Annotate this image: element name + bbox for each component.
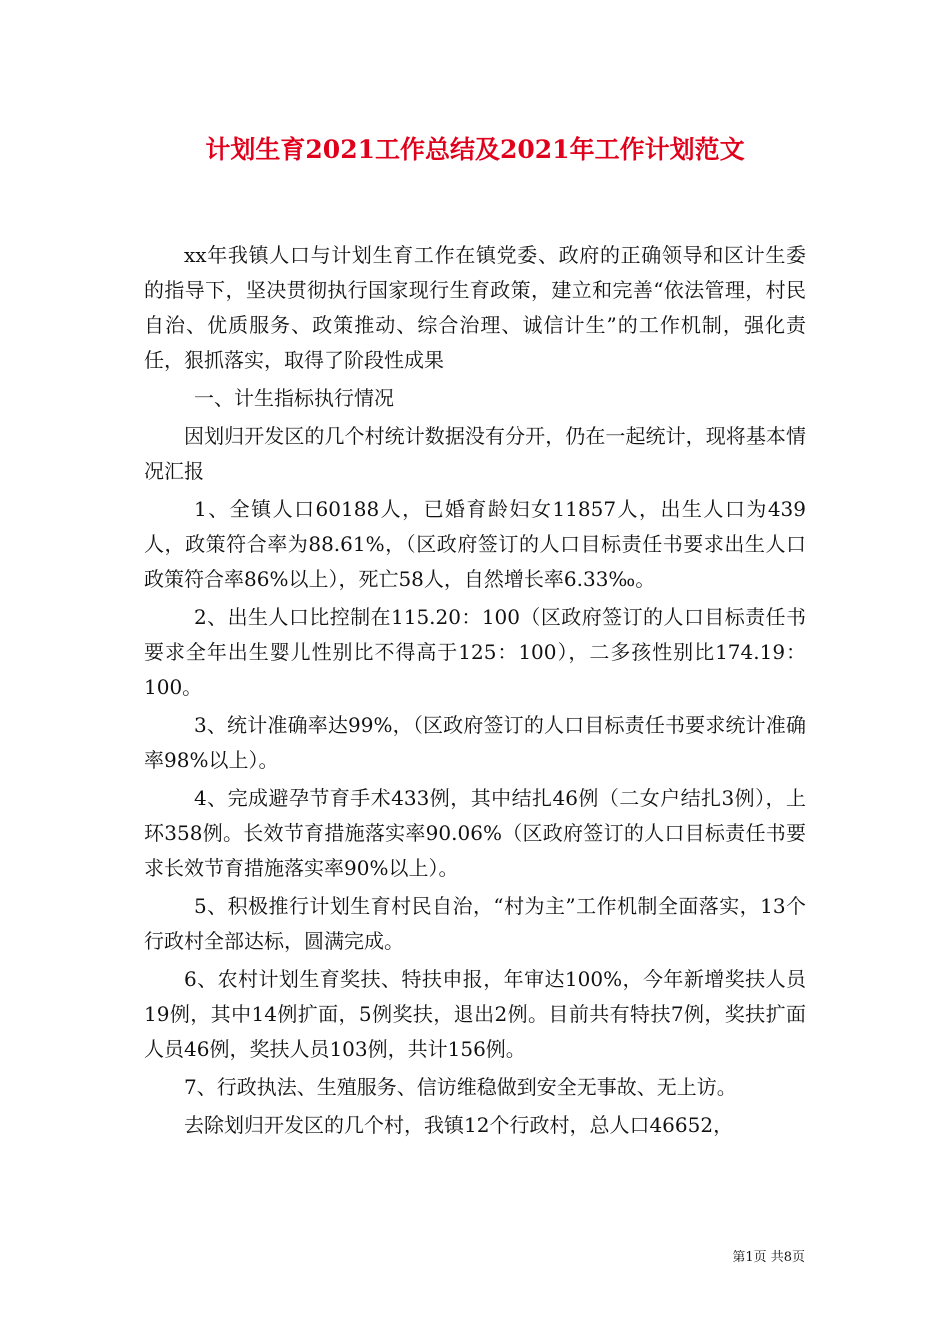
- paragraph-item-7: 7、行政执法、生殖服务、信访维稳做到安全无事故、无上访。: [184, 1075, 737, 1099]
- paragraph-item-4: 4、完成避孕节育手术433例，其中结扎46例（二女户结扎3例），上环358例。长效节育措施落实率90.06%（区政府签订的人口目标责任书要求长效节育措施落实率90%以上）。: [144, 786, 806, 880]
- paragraph-item-6: 6、农村计划生育奖扶、特扶申报，年审达100%，今年新增奖扶人员19例，其中14例扩面，5例奖扶，退出2例。目前共有特扶7例，奖扶扩面人员46例，奖扶人员103例，共计156例。: [144, 967, 806, 1061]
- paragraph-item-5: 5、积极推行计划生育村民自治，“村为主”工作机制全面落实，13个行政村全部达标，圆满完成。: [144, 894, 806, 953]
- page-number: 第1页 共8页: [732, 1250, 805, 1265]
- paragraph-item-1: 1、全镇人口60188人，已婚育龄妇女11857人，出生人口为439人，政策符合率为88.61%，（区政府签订的人口目标责任书要求出生人口政策符合率86%以上），死亡58人，自然增长率6.33‰。: [144, 497, 806, 591]
- paragraph-item-3: 3、统计准确率达99%，（区政府签订的人口目标责任书要求统计准确率98%以上）。: [144, 713, 806, 772]
- section-heading: 一、计生指标执行情况: [194, 386, 394, 410]
- paragraph-overview: 因划归开发区的几个村统计数据没有分开，仍在一起统计，现将基本情况汇报: [144, 424, 806, 483]
- document-title: 计划生育2021工作总结及2021年工作计划范文: [205, 135, 745, 164]
- document-body: [144, 238, 806, 1146]
- paragraph-item-2: 2、出生人口比控制在115.20：100（区政府签订的人口目标责任书要求全年出生婴儿性别比不得高于125：100），二多孩性别比174.19：100。: [144, 605, 806, 699]
- paragraph-continuation: 去除划归开发区的几个村，我镇12个行政村，总人口46652，: [184, 1113, 734, 1137]
- paragraph-intro: xx年我镇人口与计划生育工作在镇党委、政府的正确领导和区计生委的指导下，坚决贯彻执行国家现行生育政策，建立和完善“依法管理，村民自治、优质服务、政策推动、综合治理、诚信计生”的工作机制，强化责任，狠抓落实，取得了阶段性成果: [144, 243, 806, 372]
